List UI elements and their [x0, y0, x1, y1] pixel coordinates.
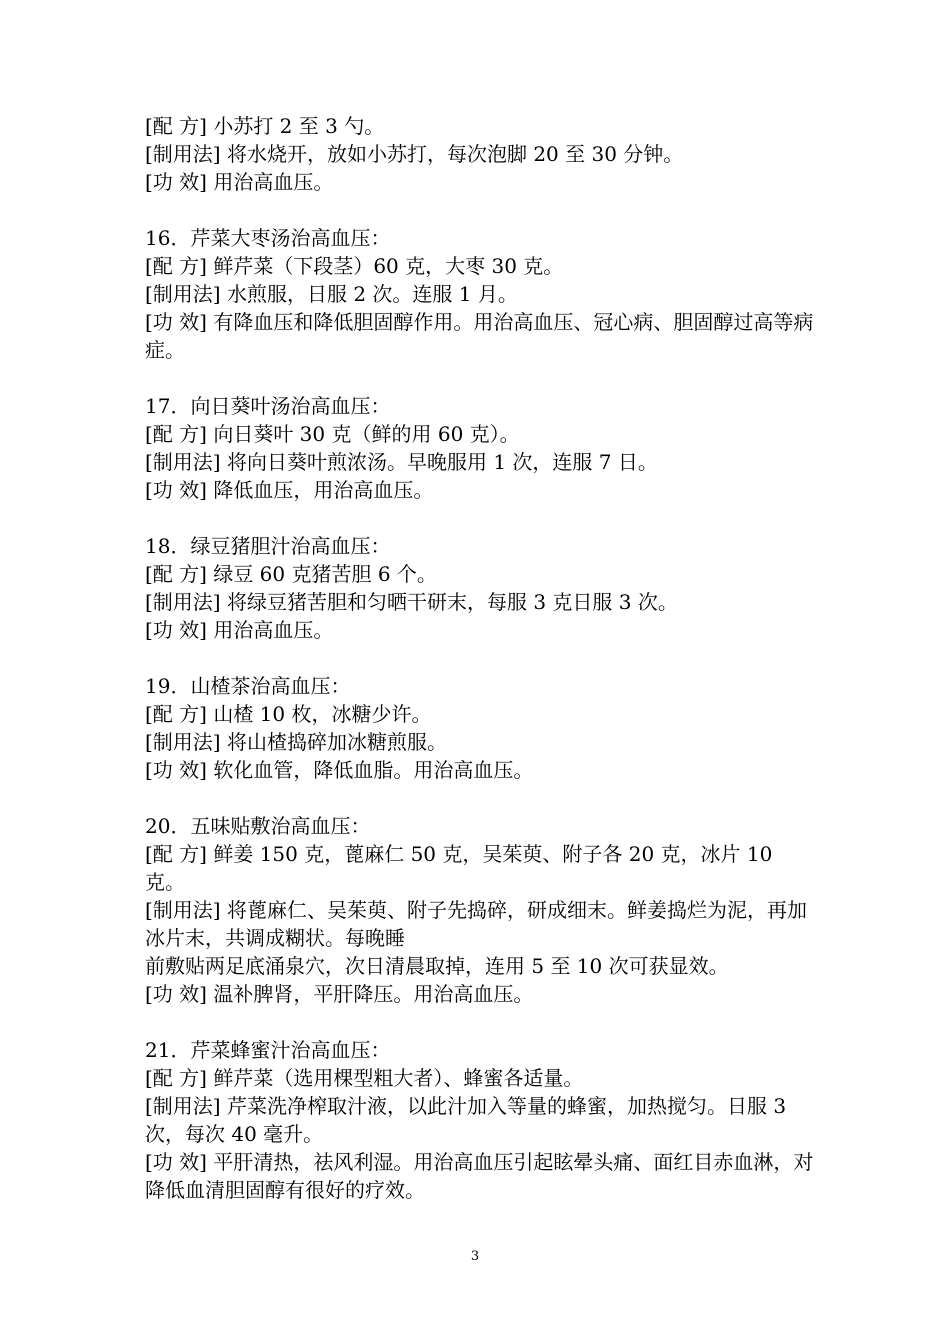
recipe-section [145, 532, 815, 644]
recipe-section [145, 392, 815, 504]
paragraph-gap [145, 784, 815, 812]
recipe-section [145, 672, 815, 784]
recipe-heading: 17．向日葵叶汤治高血压： [145, 394, 391, 418]
paragraph-gap [145, 1008, 815, 1036]
text-line: [制用法] 芹菜洗净榨取汁液，以此汁加入等量的蜂蜜，加热搅匀。日服 3 次，每次 40 毫升。 [145, 1094, 787, 1146]
recipe-section [145, 112, 815, 196]
text-line: [功 效] 软化血管，降低血脂。用治高血压。 [145, 758, 534, 782]
text-line: [配 方] 山楂 10 枚，冰糖少许。 [145, 702, 432, 726]
text-line: [功 效] 降低血压，用治高血压。 [145, 478, 434, 502]
text-line: [制用法] 将蓖麻仁、吴茱萸、附子先捣碎，研成细末。鲜姜捣烂为泥，再加冰片末，共调成糊状。每晚睡 [145, 898, 807, 950]
text-line: [配 方] 鲜姜 150 克，蓖麻仁 50 克，吴茱萸、附子各 20 克，冰片 10 克。 [145, 842, 773, 894]
recipe-heading: 20．五味贴敷治高血压： [145, 814, 371, 838]
recipe-heading: 16．芹菜大枣汤治高血压： [145, 226, 391, 250]
paragraph-gap [145, 644, 815, 672]
text-line: [制用法] 水煎服，日服 2 次。连服 1 月。 [145, 282, 518, 306]
text-line: [配 方] 向日葵叶 30 克（鲜的用 60 克）。 [145, 422, 520, 446]
page-number: 3 [470, 1249, 480, 1264]
recipe-heading: 19．山楂茶治高血压： [145, 674, 351, 698]
text-line: [制用法] 将水烧开，放如小苏打，每次泡脚 20 至 30 分钟。 [145, 142, 684, 166]
paragraph-gap [145, 364, 815, 392]
text-line: [制用法] 将绿豆猪苦胆和匀晒干研末，每服 3 克日服 3 次。 [145, 590, 678, 614]
text-line: [功 效] 温补脾肾，平肝降压。用治高血压。 [145, 982, 534, 1006]
paragraph-gap [145, 504, 815, 532]
recipe-section [145, 224, 815, 364]
text-line: [功 效] 用治高血压。 [145, 618, 334, 642]
text-line: [配 方] 绿豆 60 克猪苦胆 6 个。 [145, 562, 437, 586]
text-line: [配 方] 鲜芹菜（选用棵型粗大者）、蜂蜜各适量。 [145, 1066, 584, 1090]
recipe-section [145, 1036, 815, 1204]
recipe-heading: 18．绿豆猪胆汁治高血压： [145, 534, 391, 558]
text-line: [配 方] 小苏打 2 至 3 勺。 [145, 114, 385, 138]
text-line: [功 效] 平肝清热，祛风利湿。用治高血压引起眩晕头痛、面红目赤血淋，对降低血清胆固醇有很好的疗效。 [145, 1150, 814, 1202]
paragraph-gap [145, 196, 815, 224]
recipe-section [145, 812, 815, 1008]
recipe-heading: 21．芹菜蜂蜜汁治高血压： [145, 1038, 391, 1062]
text-line: [功 效] 有降血压和降低胆固醇作用。用治高血压、冠心病、胆固醇过高等病症。 [145, 310, 814, 362]
text-line: [制用法] 将向日葵叶煎浓汤。早晚服用 1 次，连服 7 日。 [145, 450, 658, 474]
text-line: 前敷贴两足底涌泉穴，次日清晨取掉，连用 5 至 10 次可获显效。 [145, 954, 729, 978]
text-line: [制用法] 将山楂捣碎加冰糖煎服。 [145, 730, 447, 754]
text-line: [功 效] 用治高血压。 [145, 170, 334, 194]
text-line: [配 方] 鲜芹菜（下段茎）60 克，大枣 30 克。 [145, 254, 564, 278]
document-body [145, 112, 815, 1204]
